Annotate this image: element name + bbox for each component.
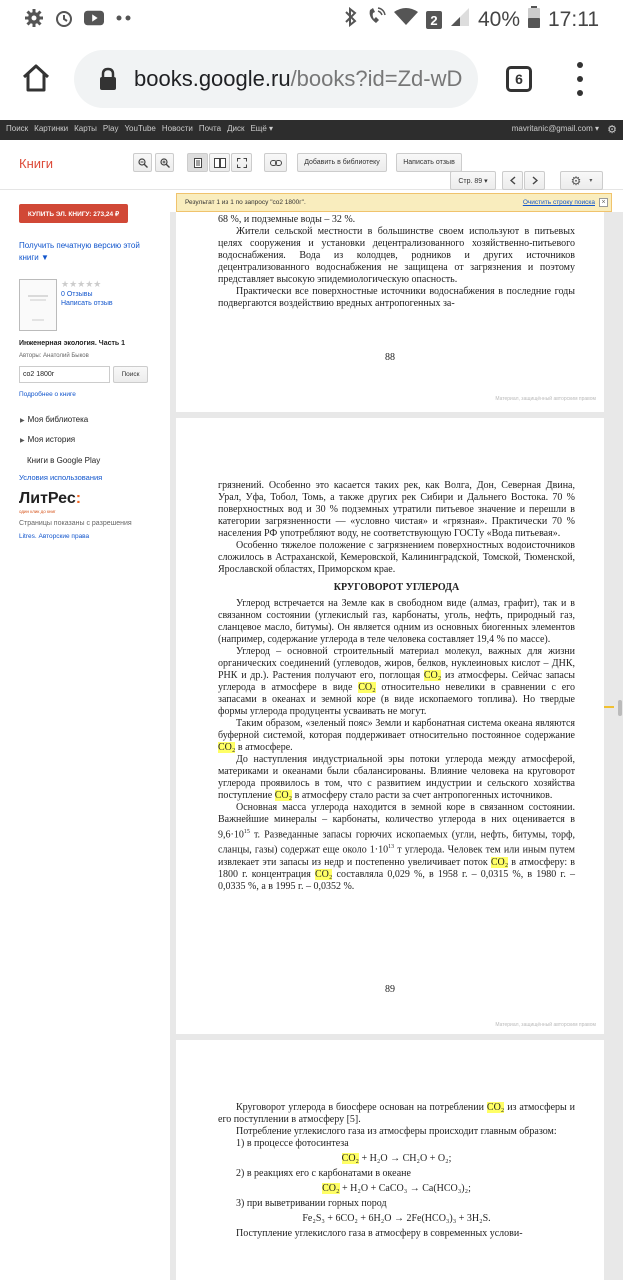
search-highlight: CO₂ [490,856,509,868]
text-span: из атмосферы. Сейчас запасы углерода в атмосфере в виде [218,670,576,693]
battery-pct: 40% [477,8,520,31]
book-author: Авторы: Анатолий Быков [19,353,89,359]
my-library-label: Моя библиотека [27,415,89,424]
book-page-89 [176,418,604,1034]
search-highlight: CO₂ [322,1183,340,1194]
paragraph [218,1102,575,1126]
book-page-88 [176,212,604,412]
page-90-text [218,1102,575,1240]
sidebar [0,190,170,550]
google-bar-link[interactable]: Картинки [34,124,69,133]
books-brand[interactable]: Книги [19,156,54,171]
litres-logo[interactable] [19,490,81,508]
triangle-right-icon: ▶ [20,418,25,424]
search-result-text: Результат 1 из 1 по запросу "co2 1800г". [185,199,306,206]
text-span: в атмосферу стало расти за счет антропогенных источников. [292,790,553,801]
tab-switcher-button[interactable]: 6 [506,66,532,92]
search-highlight: CO₂ [218,742,236,753]
search-result-banner [176,193,612,212]
settings-gear-icon[interactable]: ⚙ [607,124,617,136]
paragraph [218,718,575,754]
litres-tagline: один клик до книг [19,509,56,514]
single-page-icon[interactable] [187,153,208,172]
paragraph: Практически все поверхностные источники водоснабжения в последние годы подвергаются воздействию вредных антропогенных за- [218,286,575,309]
search-highlight: CO₂ [274,790,293,801]
text-span: относительно невелики в сравнении с его запасами в океанах и земной коре (в виде ископаемого топлива). Но твердые формы углерода продуценты усваивать не могут. [218,682,575,717]
page-number: 88 [385,352,395,363]
clock: 17:11 [548,8,599,31]
text-span: т углерода. Человек тем или иным путем извлекает эти запасы из недр и постепенно увеличивает поток [218,844,575,868]
lock-icon [98,67,118,91]
paragraph: грязнений. Особенно это касается таких рек, как Волга, Дон, Северная Двина, Урал, Уфа, Тобол, Томь, а также других рек Сибири и Дальнего Востока. 70 % поверхностных вод и 30 % подземных утратили питьевое значение и перешли в категории загрязненности — «условно чистая» и «грязная». Практически 70 % населения РФ употребляют воду, не соответствующую ГОСТу «Вода питьевая». [218,480,575,539]
text-span: 15 [243,829,250,835]
search-hit-marker [604,706,614,708]
formula: Fe₂S₃ + 6CO₂ + 6H₂O → 2Fe(HCO₃)₃ + 3H₂S. [302,1213,491,1224]
text-span: в атмосферу: в 1800 г. концентрация [218,856,575,880]
copyright-note: Материал, защищённый авторским правом [495,1022,596,1028]
list-item: 1) в процессе фотосинтеза [236,1138,349,1149]
search-highlight: CO₂ [358,682,376,693]
list-item: 3) при выветривании горных пород [236,1198,387,1209]
litres-rights-link[interactable]: Litres. Авторские права [19,533,90,540]
google-bar-link[interactable]: Поиск [6,124,29,133]
account-link[interactable]: mavritanic@gmail.com ▾ [511,124,599,133]
url-bar[interactable] [74,50,478,108]
paragraph [218,646,575,718]
signal-icon [450,7,470,33]
paragraph [218,754,575,802]
book-cover-thumbnail[interactable] [19,279,57,331]
paragraph: Потребление углекислого газа из атмосферы происходит главным образом: [236,1126,557,1137]
text-span: + H₂O → CH₂O + O₂; [359,1153,452,1164]
page-select[interactable]: Стр. 89 ▾ [450,171,496,190]
battery-icon [528,6,540,34]
triangle-right-icon: ▶ [20,438,25,444]
search-button[interactable]: Поиск [113,366,148,383]
book-viewer[interactable] [170,212,623,1280]
search-highlight: CO₂ [486,1102,505,1113]
paragraph [218,802,575,893]
copyright-note: Материал, защищённый авторским правом [495,396,596,402]
text-span: До наступления индустриальной эры потоки углерода между атмосферой, материками и океанами были сбалансированы. Влияние человека на круговорот углерода проявилось в том, что с развитием индустрии и сельского хозяйства поступление [218,754,575,801]
url-path: /books?id=Zd-wD [290,66,463,91]
overflow-menu-icon[interactable] [570,62,590,96]
search-highlight: CO₂ [341,1153,360,1164]
text-span: + H₂O + CaCO₃ → Ca(HCO₃)₂; [339,1183,471,1194]
youtube-icon [84,8,104,28]
section-heading: КРУГОВОРОТ УГЛЕРОДА [333,582,460,593]
two-page-icon[interactable] [209,153,230,172]
search-highlight: CO₂ [423,670,442,681]
google-bar [0,120,623,140]
my-history-label: Моя история [27,435,76,444]
my-history-link[interactable] [20,435,75,444]
print-version-link[interactable]: Получить печатную версию этой книги ▼ [19,241,140,262]
fullscreen-icon[interactable] [231,153,252,172]
google-bar-link[interactable]: Новости [161,124,193,133]
zoom-out-icon[interactable] [133,153,152,172]
home-icon[interactable] [20,62,52,94]
prev-page-chevron-icon[interactable] [502,171,523,190]
gear-icon [24,8,44,28]
sim-badge: 2 [426,11,442,29]
text-span: Круговорот углерода в биосфере основан на потреблении [236,1102,487,1113]
text-span: составляла 0,029 %, в 1958 г. – 0,0315 %, в 1980 г. – 0,0335 %, а в 1995 г. – 0,0352 %. [218,868,575,892]
link-icon[interactable] [264,153,287,172]
paragraph: Углерод встречается на Земле как в свободном виде (алмаз, графит), так и в связанном состоянии (углекислый газ, карбонаты, уголь, нефть, природный газ, сланцевое масло, битумы). Он является одним из основных биогенных элементов (например, содержание углерода в теле человека составляет 19,4 % по массе). [218,598,575,645]
write-review-button[interactable]: Написать отзыв [396,153,462,172]
paragraph: Поступление углекислого газа в атмосферу в современных услови- [236,1228,523,1239]
clear-search-link[interactable]: Очистить строку поиска [522,199,595,206]
page-89-text [218,480,575,893]
text-span: 13 [388,844,395,851]
formula [218,1153,575,1165]
google-bar-link[interactable]: Play [102,124,119,133]
url-host: books.google.ru [134,66,291,91]
list-item: 2) в реакциях его с карбонатами в океане [236,1168,411,1179]
view-settings-gear-icon[interactable]: ⚙ ▾ [560,171,603,190]
rating-stars: ★★★★★ [61,279,102,289]
book-title[interactable]: Инженерная экология. Часть 1 [19,340,126,347]
wifi-icon [394,7,418,33]
buy-ebook-button[interactable]: КУПИТЬ ЭЛ. КНИГУ: 273,24 ₽ [19,204,128,223]
google-bar-link[interactable]: Диск [227,124,245,133]
status-bar [0,0,623,36]
google-bar-link[interactable]: Ещё ▾ [250,124,274,133]
bluetooth-icon [344,7,358,33]
search-highlight: CO₂ [315,868,333,880]
paragraph: Жители сельской местности в большинстве своем используют в питьевых целях сооружения и установки децентрализованного хозяйственно-питьевого водоснабжения. Вода из колодцев, родников и других источников децентрализованного водоснабжения не защищена от загрязнения и поэтому представляет высокую эпидемиологическую опасность. [218,226,575,285]
book-page-90 [176,1040,604,1280]
search-in-book-input[interactable] [19,366,110,383]
scrollbar-thumb[interactable] [618,700,622,716]
close-banner-icon[interactable]: × [599,198,608,207]
zoom-in-icon[interactable] [155,153,174,172]
google-bar-link[interactable]: Почта [198,124,222,133]
text-line: 68 %, и подземные воды – 32 %. [218,214,356,225]
text-span: Основная масса углерода находится в земной коре в связанном состоянии. Важнейшие минералы – карбонаты, количество углерода в них оценивается в 9,6·10 [218,802,575,841]
wifi-call-icon [366,7,386,33]
google-bar-link[interactable]: YouTube [124,124,156,133]
reviews-count-link[interactable]: 0 Отзывы [61,291,93,298]
text-span: в атмосфере. [235,742,293,753]
page-88-text [218,214,575,310]
alarm-icon [54,8,74,28]
write-review-link[interactable]: Написать отзыв [61,300,113,307]
paragraph: Особенно тяжелое положение с загрязнением поверхностных водоисточников сложилось в Астраханской, Кемеровской, Калининградской, Томской, Тюменской, Ярославской областях, Приморском крае. [218,540,575,575]
text-span: Таким образом, «зеленый пояс» Земли и карбонатная система океана являются буферной системой, которая поддерживает относительно постоянное содержание [218,718,575,741]
more-dots-icon [114,8,134,28]
my-library-link[interactable] [20,415,88,424]
text-span: Углерод – основной строительный материал молекул, важных для жизни органических соединений (углеводов, жиров, белков, нуклеиновых кислот – ДНК, РНК и др.). Растения получают его, поглощая [218,646,575,681]
text-span: из атмосферы и его поступлении в атмосферу [5]. [218,1102,575,1125]
litres-dot: : [75,490,82,507]
google-bar-link[interactable]: Карты [74,124,97,133]
litres-brand: ЛитРес [19,490,76,507]
add-to-library-button[interactable]: Добавить в библиотеку [297,153,387,172]
formula [218,1183,575,1195]
terms-link[interactable]: Условия использования [19,473,103,482]
pages-shown-text: Страницы показаны с разрешения [19,520,132,527]
next-page-chevron-icon[interactable] [524,171,545,190]
google-play-books-link[interactable]: Книги в Google Play [27,456,101,465]
browser-toolbar [0,36,623,120]
page-number: 89 [385,984,395,995]
more-about-book-link[interactable]: Подробнее о книге [19,391,76,398]
text-span: т. Разведанные запасы горючих ископаемых (угли, нефть, битумы, торф, сланцы, газы) содержат еще около 1·10 [218,829,575,856]
